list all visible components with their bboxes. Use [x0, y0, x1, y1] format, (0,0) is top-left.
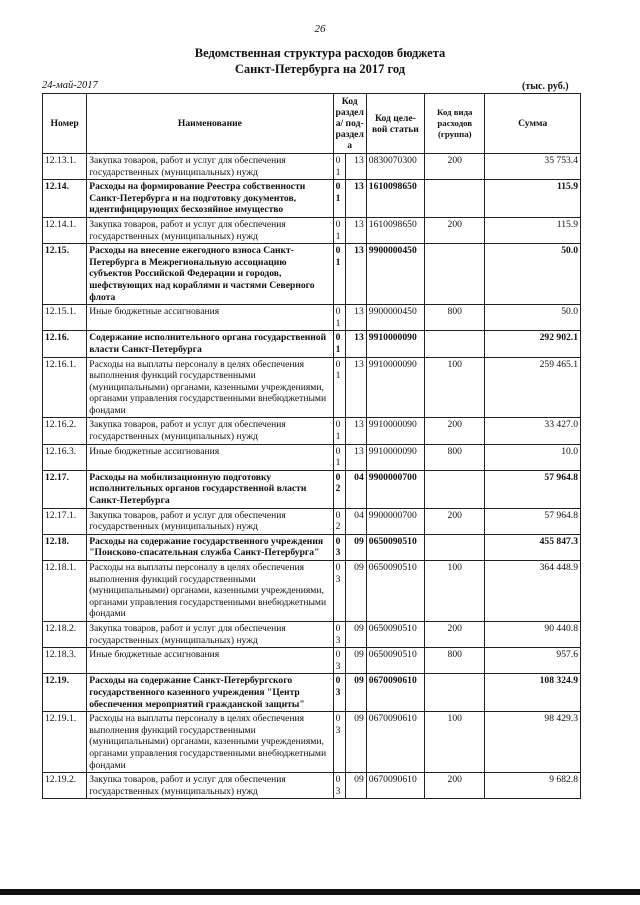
cell-section: 03 — [333, 712, 345, 773]
cell-section: 01 — [333, 331, 345, 357]
cell-subsection: 09 — [345, 674, 366, 712]
cell-article: 1610098650 — [366, 217, 424, 243]
cell-subsection: 09 — [345, 648, 366, 674]
cell-section: 03 — [333, 648, 345, 674]
cell-expense-type: 800 — [425, 444, 485, 470]
cell-sum: 259 465.1 — [485, 357, 581, 418]
cell-subsection: 09 — [345, 561, 366, 622]
cell-name: Закупка товаров, работ и услуг для обеспечения государственных (муниципальных) нужд — [87, 154, 333, 180]
cell-article: 0650090510 — [366, 534, 424, 560]
table-row — [43, 244, 581, 305]
cell-section: 03 — [333, 674, 345, 712]
cell-number: 12.18.1. — [43, 561, 87, 622]
cell-subsection: 13 — [345, 331, 366, 357]
cell-number: 12.15.1. — [43, 305, 87, 331]
cell-name: Закупка товаров, работ и услуг для обеспечения государственных (муниципальных) нужд — [87, 217, 333, 243]
cell-sum: 57 964.8 — [485, 508, 581, 534]
cell-expense-type — [425, 470, 485, 508]
cell-number: 12.19.2. — [43, 773, 87, 799]
document-date: 24-май-2017 — [42, 80, 98, 91]
cell-expense-type: 200 — [425, 217, 485, 243]
table-row — [43, 418, 581, 444]
table-row — [43, 217, 581, 243]
document-title-line1: Ведомственная структура расходов бюджета — [194, 46, 446, 60]
cell-section: 01 — [333, 305, 345, 331]
cell-number: 12.16. — [43, 331, 87, 357]
cell-subsection: 13 — [345, 180, 366, 218]
cell-expense-type — [425, 180, 485, 218]
cell-sum: 455 847.3 — [485, 534, 581, 560]
cell-sum: 90 440.8 — [485, 621, 581, 647]
cell-section: 01 — [333, 217, 345, 243]
cell-sum: 108 324.9 — [485, 674, 581, 712]
header-article: Код целе-вой статьи — [366, 94, 424, 154]
table-row — [43, 357, 581, 418]
cell-article: 9910000090 — [366, 331, 424, 357]
cell-name: Расходы на внесение ежегодного взноса Санкт-Петербурга в Межрегиональную ассоциацию субъектов Российской Федерации и городов, шефствующих над кораблями и частями Северного флота — [87, 244, 333, 305]
table-row — [43, 534, 581, 560]
cell-sum: 57 964.8 — [485, 470, 581, 508]
cell-sum: 115.9 — [485, 217, 581, 243]
cell-expense-type: 800 — [425, 648, 485, 674]
header-sum: Сумма — [485, 94, 581, 154]
table-row — [43, 621, 581, 647]
cell-number: 12.17.1. — [43, 508, 87, 534]
cell-subsection: 13 — [345, 305, 366, 331]
cell-name: Расходы на выплаты персоналу в целях обеспечения выполнения функций государственными (муниципальными) органами, казенными учреждениями, органами управления государственными внебюджетными фондами — [87, 561, 333, 622]
cell-sum: 9 682.8 — [485, 773, 581, 799]
document-title-line2: Санкт-Петербурга на 2017 год — [234, 62, 406, 76]
cell-article: 1610098650 — [366, 180, 424, 218]
cell-section: 03 — [333, 773, 345, 799]
cell-subsection: 09 — [345, 773, 366, 799]
cell-article: 9900000450 — [366, 244, 424, 305]
cell-name: Закупка товаров, работ и услуг для обеспечения государственных (муниципальных) нужд — [87, 508, 333, 534]
cell-sum: 115.9 — [485, 180, 581, 218]
cell-section: 01 — [333, 244, 345, 305]
cell-article: 9900000700 — [366, 470, 424, 508]
cell-expense-type — [425, 674, 485, 712]
cell-sum: 50.0 — [485, 244, 581, 305]
cell-sum: 50.0 — [485, 305, 581, 331]
scan-bottom-edge — [0, 889, 640, 895]
table-row — [43, 648, 581, 674]
cell-number: 12.16.3. — [43, 444, 87, 470]
cell-number: 12.16.1. — [43, 357, 87, 418]
cell-section: 02 — [333, 508, 345, 534]
header-section: Код раздела/ под-раздела — [333, 94, 366, 154]
cell-number: 12.18. — [43, 534, 87, 560]
cell-name: Закупка товаров, работ и услуг для обеспечения государственных (муниципальных) нужд — [87, 773, 333, 799]
table-header-row — [43, 94, 581, 154]
cell-article: 9900000700 — [366, 508, 424, 534]
table-row — [43, 444, 581, 470]
cell-sum: 957.6 — [485, 648, 581, 674]
cell-name: Расходы на содержание Санкт-Петербургского государственного казенного учреждения "Центр обеспечения мероприятий гражданской защиты" — [87, 674, 333, 712]
header-number: Номер — [43, 94, 87, 154]
cell-section: 02 — [333, 470, 345, 508]
cell-expense-type: 200 — [425, 154, 485, 180]
header-name: Наименование — [87, 94, 333, 154]
cell-article: 0670090610 — [366, 773, 424, 799]
cell-expense-type — [425, 534, 485, 560]
cell-name: Расходы на мобилизационную подготовку исполнительных органов государственной власти Санкт-Петербурга — [87, 470, 333, 508]
cell-sum: 33 427.0 — [485, 418, 581, 444]
cell-subsection: 13 — [345, 244, 366, 305]
cell-section: 01 — [333, 180, 345, 218]
cell-expense-type: 800 — [425, 305, 485, 331]
cell-section: 01 — [333, 418, 345, 444]
budget-table — [42, 93, 581, 799]
cell-expense-type: 200 — [425, 418, 485, 444]
page-number: 26 — [314, 23, 326, 35]
cell-expense-type — [425, 244, 485, 305]
cell-expense-type: 200 — [425, 508, 485, 534]
cell-section: 01 — [333, 357, 345, 418]
cell-article: 9910000090 — [366, 444, 424, 470]
unit-label: (тыс. руб.) — [522, 81, 569, 92]
cell-number: 12.15. — [43, 244, 87, 305]
cell-expense-type — [425, 331, 485, 357]
cell-article: 9910000090 — [366, 357, 424, 418]
table-row — [43, 712, 581, 773]
cell-name: Иные бюджетные ассигнования — [87, 305, 333, 331]
cell-article: 0650090510 — [366, 561, 424, 622]
cell-article: 0670090610 — [366, 712, 424, 773]
cell-subsection: 04 — [345, 470, 366, 508]
cell-subsection: 13 — [345, 154, 366, 180]
cell-section: 01 — [333, 444, 345, 470]
cell-article: 0670090610 — [366, 674, 424, 712]
cell-subsection: 13 — [345, 357, 366, 418]
cell-section: 01 — [333, 154, 345, 180]
cell-section: 03 — [333, 534, 345, 560]
table-row — [43, 180, 581, 218]
cell-sum: 364 448.9 — [485, 561, 581, 622]
table-row — [43, 773, 581, 799]
cell-expense-type: 100 — [425, 357, 485, 418]
cell-name: Иные бюджетные ассигнования — [87, 444, 333, 470]
cell-number: 12.16.2. — [43, 418, 87, 444]
cell-section: 03 — [333, 621, 345, 647]
table-row — [43, 470, 581, 508]
cell-name: Расходы на выплаты персоналу в целях обеспечения выполнения функций государственными (муниципальными) органами, казенными учреждениями, органами управления государственными внебюджетными фондами — [87, 712, 333, 773]
cell-name: Расходы на формирование Реестра собственности Санкт-Петербурга и на подготовку документов, идентифицирующих бесхозяйное имущество — [87, 180, 333, 218]
cell-subsection: 13 — [345, 217, 366, 243]
cell-number: 12.17. — [43, 470, 87, 508]
cell-subsection: 13 — [345, 444, 366, 470]
cell-expense-type: 200 — [425, 621, 485, 647]
cell-sum: 35 753.4 — [485, 154, 581, 180]
cell-name: Закупка товаров, работ и услуг для обеспечения государственных (муниципальных) нужд — [87, 418, 333, 444]
cell-article: 0650090510 — [366, 621, 424, 647]
cell-sum: 10.0 — [485, 444, 581, 470]
table-row — [43, 331, 581, 357]
cell-subsection: 09 — [345, 534, 366, 560]
cell-section: 03 — [333, 561, 345, 622]
cell-expense-type: 100 — [425, 712, 485, 773]
cell-article: 0650090510 — [366, 648, 424, 674]
cell-number: 12.19. — [43, 674, 87, 712]
cell-expense-type: 200 — [425, 773, 485, 799]
cell-number: 12.19.1. — [43, 712, 87, 773]
cell-subsection: 04 — [345, 508, 366, 534]
cell-name: Содержание исполнительного органа государственной власти Санкт-Петербурга — [87, 331, 333, 357]
cell-sum: 292 902.1 — [485, 331, 581, 357]
cell-number: 12.18.3. — [43, 648, 87, 674]
cell-name: Иные бюджетные ассигнования — [87, 648, 333, 674]
cell-number: 12.14.1. — [43, 217, 87, 243]
cell-article: 0830070300 — [366, 154, 424, 180]
cell-sum: 98 429.3 — [485, 712, 581, 773]
cell-name: Закупка товаров, работ и услуг для обеспечения государственных (муниципальных) нужд — [87, 621, 333, 647]
cell-subsection: 13 — [345, 418, 366, 444]
header-expense-type: Код вида расходов (группа) — [425, 94, 485, 154]
cell-number: 12.18.2. — [43, 621, 87, 647]
cell-article: 9910000090 — [366, 418, 424, 444]
cell-name: Расходы на содержание государственного учреждения "Поисково-спасательная служба Санкт-Петербурга" — [87, 534, 333, 560]
table-row — [43, 154, 581, 180]
cell-number: 12.14. — [43, 180, 87, 218]
cell-number: 12.13.1. — [43, 154, 87, 180]
cell-subsection: 09 — [345, 712, 366, 773]
cell-article: 9900000450 — [366, 305, 424, 331]
table-row — [43, 561, 581, 622]
cell-name: Расходы на выплаты персоналу в целях обеспечения выполнения функций государственными (муниципальными) органами, казенными учреждениями, органами управления государственными внебюджетными фондами — [87, 357, 333, 418]
table-row — [43, 305, 581, 331]
table-row — [43, 674, 581, 712]
cell-expense-type: 100 — [425, 561, 485, 622]
cell-subsection: 09 — [345, 621, 366, 647]
table-row — [43, 508, 581, 534]
